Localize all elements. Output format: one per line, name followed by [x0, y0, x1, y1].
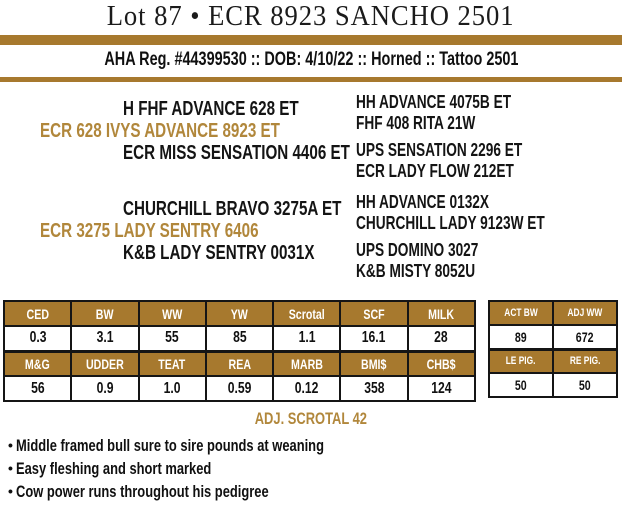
- measurement-value-cell: 50: [553, 373, 617, 397]
- ancestor-name: UPS DOMINO 3027: [356, 240, 479, 260]
- comment-text: Cow power runs throughout his pedigree: [15, 482, 269, 501]
- ancestor-name: FHF 408 RITA 21W: [356, 113, 476, 133]
- epd-header-cell: CHB$: [408, 351, 475, 376]
- dam-grandsire-parents: [356, 192, 604, 234]
- measurement-header-cell: ACT BW: [489, 301, 553, 325]
- measurement-value-cell: 672: [553, 325, 617, 349]
- pedigree-section: [0, 92, 622, 282]
- epd-value-cell: 16.1: [340, 326, 407, 351]
- epd-value-cell: 0.12: [273, 376, 340, 401]
- epd-header-cell: UDDER: [71, 351, 138, 376]
- ancestor-name: CHURCHILL LADY 9123W ET: [356, 213, 545, 233]
- epd-value-row-1: [4, 326, 475, 351]
- epd-header-cell: TEAT: [139, 351, 206, 376]
- epd-header-cell: WW: [139, 301, 206, 326]
- lot-title: [0, 0, 622, 34]
- sire-immediate-pedigree: [0, 98, 356, 182]
- measurement-header-row-1: [489, 301, 617, 325]
- divider-bar-bottom: [0, 77, 622, 82]
- epd-header-cell: BMI$: [340, 351, 407, 376]
- epd-value-cell: 85: [206, 326, 273, 351]
- sale-comments: [8, 434, 622, 503]
- sire-name: ECR 628 IVYS ADVANCE 8923 ET: [40, 120, 280, 142]
- ancestor-name: UPS SENSATION 2296 ET: [356, 140, 523, 160]
- bullet-icon: •: [8, 483, 13, 499]
- epd-header-cell: SCF: [340, 301, 407, 326]
- epd-header-cell: CED: [4, 301, 71, 326]
- sire-ancestor-list: [356, 92, 575, 182]
- registration-text: AHA Reg. #44399530 :: DOB: 4/10/22 :: Horned :: Tattoo 2501: [103, 49, 519, 70]
- dam-name: ECR 3275 LADY SENTRY 6406: [40, 220, 259, 242]
- measurement-header-cell: ADJ WW: [553, 301, 617, 325]
- epd-value-cell: 28: [408, 326, 475, 351]
- dam-ancestor-list: [356, 192, 604, 282]
- divider-bar-top: [0, 35, 622, 45]
- epd-value-cell: 1.1: [273, 326, 340, 351]
- ancestor-name: HH ADVANCE 4075B ET: [356, 92, 512, 112]
- ancestor-name: K&B MISTY 8052U: [356, 261, 476, 281]
- epd-header-cell: BW: [71, 301, 138, 326]
- epd-header-cell: REA: [206, 351, 273, 376]
- epd-value-cell: 124: [408, 376, 475, 401]
- bullet-icon: •: [8, 437, 13, 453]
- sire-grandsire-parents: [356, 92, 575, 134]
- dam-grandsire-name: CHURCHILL BRAVO 3275A ET: [123, 198, 342, 220]
- epd-header-cell: MILK: [408, 301, 475, 326]
- epd-header-cell: MARB: [273, 351, 340, 376]
- comment-line: [8, 480, 622, 503]
- epd-header-row-2: [4, 351, 475, 376]
- measurement-table: [488, 300, 618, 398]
- epd-header-cell: YW: [206, 301, 273, 326]
- measurement-header-cell: RE PIG.: [553, 349, 617, 373]
- measurement-value-cell: 50: [489, 373, 553, 397]
- epd-header-cell: M&G: [4, 351, 71, 376]
- measurement-value-cell: 89: [489, 325, 553, 349]
- measurement-header-row-2: [489, 349, 617, 373]
- lot-title-text: Lot 87 • ECR 8923 SANCHO 2501: [107, 1, 515, 32]
- comment-text: Easy fleshing and short marked: [15, 459, 212, 478]
- dam-granddam-parents: [356, 240, 604, 282]
- epd-value-cell: 55: [139, 326, 206, 351]
- epd-value-cell: 0.3: [4, 326, 71, 351]
- epd-value-cell: 1.0: [139, 376, 206, 401]
- comment-line: [8, 434, 622, 457]
- epd-value-cell: 0.59: [206, 376, 273, 401]
- epd-value-cell: 3.1: [71, 326, 138, 351]
- data-tables: [3, 300, 618, 402]
- measurement-value-row-2: [489, 373, 617, 397]
- epd-value-cell: 0.9: [71, 376, 138, 401]
- epd-header-row-1: [4, 301, 475, 326]
- ancestor-name: HH ADVANCE 0132X: [356, 192, 490, 212]
- dam-granddam-name: K&B LADY SENTRY 0031X: [123, 242, 315, 264]
- sire-pedigree-group: [0, 92, 622, 182]
- epd-header-cell: Scrotal: [273, 301, 340, 326]
- sire-granddam-parents: [356, 140, 575, 182]
- comment-text: Middle framed bull sure to sire pounds at weaning: [15, 436, 324, 455]
- ancestor-name: ECR LADY FLOW 212ET: [356, 161, 514, 181]
- dam-pedigree-group: [0, 192, 622, 282]
- bullet-icon: •: [8, 460, 13, 476]
- measurement-value-row-1: [489, 325, 617, 349]
- dam-immediate-pedigree: [0, 198, 356, 282]
- epd-table: [3, 300, 476, 402]
- epd-value-cell: 56: [4, 376, 71, 401]
- comment-line: [8, 457, 622, 480]
- registration-line: [0, 50, 622, 70]
- measurement-header-cell: LE PIG.: [489, 349, 553, 373]
- adj-scrotal-note: ADJ. SCROTAL 42: [254, 409, 368, 428]
- epd-value-cell: 358: [340, 376, 407, 401]
- sire-grandsire-name: H FHF ADVANCE 628 ET: [123, 98, 299, 120]
- sire-granddam-name: ECR MISS SENSATION 4406 ET: [123, 142, 350, 164]
- epd-value-row-2: [4, 376, 475, 401]
